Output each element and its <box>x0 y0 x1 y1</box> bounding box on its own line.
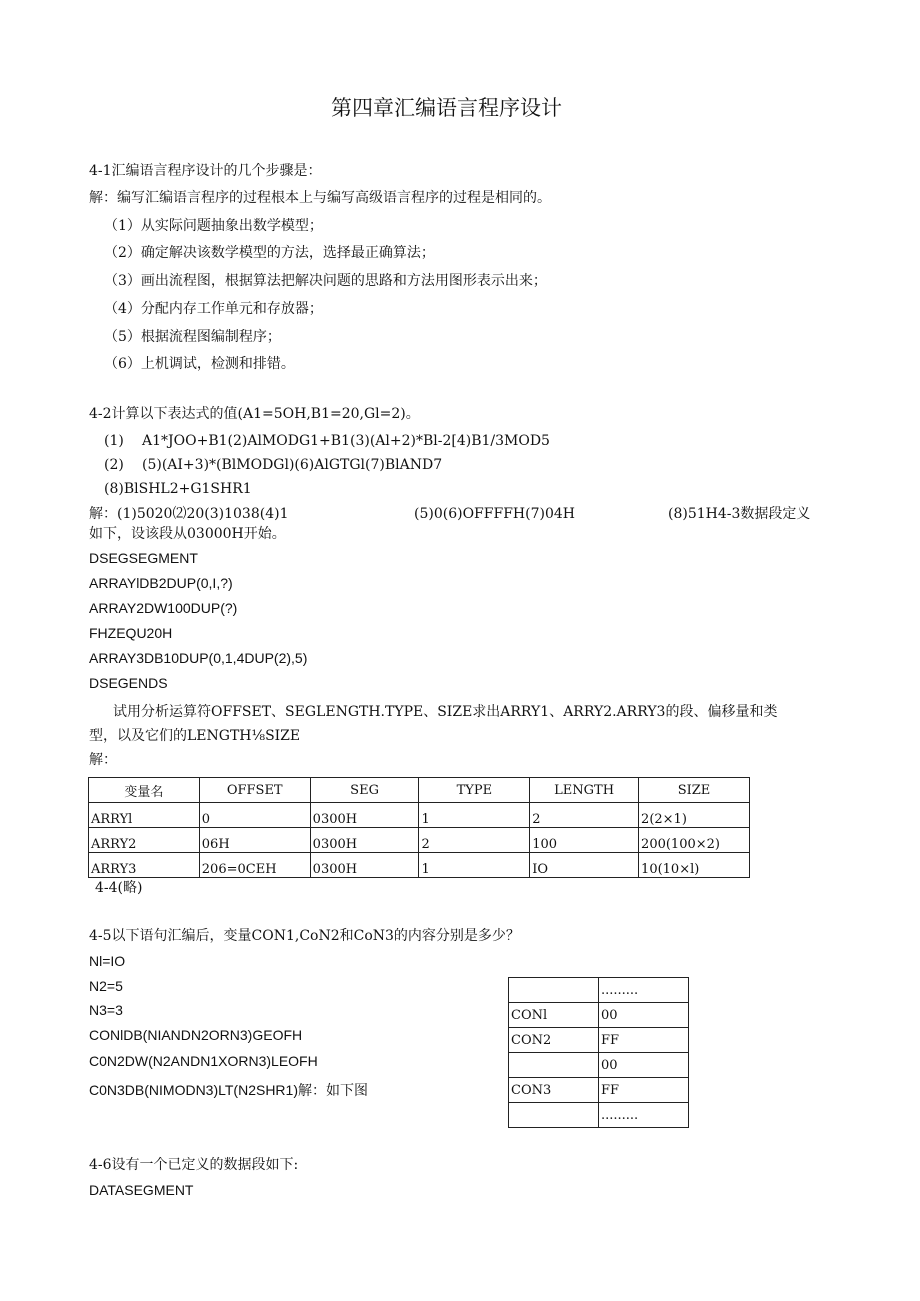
q43-code-line: ARRAYlDB2DUP(0,I,?) <box>89 575 233 591</box>
table-cell: 200(100×2) <box>639 828 750 853</box>
table-row <box>89 853 750 878</box>
q42-line2-expr: (5)(AI+3)*(BlMODGl)(6)AlGTGl(7)BlAND7 <box>142 457 443 473</box>
memory-value: FF <box>599 1078 689 1103</box>
table-cell: 1 <box>419 803 530 828</box>
q41-step: （5）根据流程图编制程序； <box>104 329 281 345</box>
q43-code-line: ARRAY3DB10DUP(0,1,4DUP(2),5) <box>89 650 308 666</box>
q45-code-line: CONlDB(NIANDN2ORN3)GEOFH <box>89 1027 303 1043</box>
q42-line1-expr: A1*JOO+B1(2)AlMODG1+B1(3)(Al+2)*Bl-2[4)B1/3MOD5 <box>142 433 550 449</box>
table-cell: 0300H <box>310 828 419 853</box>
q41-answer-intro: 解：编写汇编语言程序的过程根本上与编写高级语言程序的过程是相同的。 <box>89 190 551 206</box>
table-cell: 0300H <box>310 853 419 878</box>
table-header-cell: SEG <box>310 778 419 803</box>
memory-label <box>509 1103 599 1128</box>
memory-value: ......... <box>599 978 689 1003</box>
table-header-cell: OFFSET <box>199 778 310 803</box>
memory-label: CON3 <box>509 1078 599 1103</box>
table-cell: 2 <box>419 828 530 853</box>
q45-heading: 4-5以下语句汇编后，变量CON1,CoN2和CoN3的内容分别是多少？ <box>89 928 520 944</box>
table-row <box>89 803 750 828</box>
table-cell: 2 <box>530 803 639 828</box>
q42-answer-b: (5)0(6)OFFFFH(7)04H <box>414 506 575 522</box>
table-header-cell: 变量名 <box>89 778 200 803</box>
q41-step: （6）上机调试，检测和排错。 <box>104 356 295 372</box>
memory-label: CON2 <box>509 1028 599 1053</box>
table-cell: 06H <box>199 828 310 853</box>
q43-question-line2: 型，以及它们的LENGTH⅛SIZE <box>89 728 301 744</box>
table-cell: IO <box>530 853 639 878</box>
q41-heading: 4-1汇编语言程序设计的几个步骤是： <box>89 163 322 179</box>
table-cell: 10(10×l) <box>639 853 750 878</box>
table-cell: 1 <box>419 853 530 878</box>
table-cell: 206=0CEH <box>199 853 310 878</box>
table-cell: 100 <box>530 828 639 853</box>
memory-row <box>509 1028 689 1053</box>
q43-code-line: DSEGENDS <box>89 675 168 691</box>
table-cell: 2(2×1) <box>639 803 750 828</box>
memory-row <box>509 1003 689 1028</box>
q41-step: （2）确定解决该数学模型的方法，选择最正确算法； <box>104 245 435 261</box>
q42-line2-num: (2) <box>104 457 124 473</box>
q43-question-line1: 试用分析运算符OFFSET、SEGLENGTH.TYPE、SIZE求出ARRY1、ARRY2.ARRY3的段、偏移量和类 <box>113 704 778 720</box>
table-cell: ARRY2 <box>89 828 200 853</box>
q42-answer-c: (8)51H4-3数据段定义 <box>668 506 811 522</box>
q43-result-table <box>88 777 750 878</box>
table-header-cell: TYPE <box>419 778 530 803</box>
q42-answer-cont: 如下，设该段从03000H开始。 <box>89 526 286 542</box>
memory-value: 00 <box>599 1003 689 1028</box>
table-cell: 0 <box>199 803 310 828</box>
memory-value: 00 <box>599 1053 689 1078</box>
table-header-row <box>89 778 750 803</box>
q43-code-line: ARRAY2DW100DUP(?) <box>89 600 238 616</box>
memory-row <box>509 1078 689 1103</box>
table-header-cell: LENGTH <box>530 778 639 803</box>
q43-code-line: FHZEQU20H <box>89 625 173 641</box>
q45-code-line: Nl=IO <box>89 953 126 969</box>
q43-code-line: DSEGSEGMENT <box>89 550 198 566</box>
table-cell: 0300H <box>310 803 419 828</box>
q45-code-line: N3=3 <box>89 1002 123 1018</box>
table-header-cell: SIZE <box>639 778 750 803</box>
memory-label <box>509 1053 599 1078</box>
memory-value: FF <box>599 1028 689 1053</box>
memory-row <box>509 1103 689 1128</box>
q45-code-line: N2=5 <box>89 978 123 994</box>
q42-line3: (8)BlSHL2+G1SHR1 <box>104 481 252 497</box>
q41-step: （3）画出流程图，根据算法把解决问题的思路和方法用图形表示出来； <box>104 273 547 289</box>
table-cell: ARRY3 <box>89 853 200 878</box>
memory-layout-table <box>508 977 689 1128</box>
q45-code-line: C0N3DB(NIMODN3)LT(N2SHR1)解：如下图 <box>89 1082 368 1098</box>
q42-answer-a: 解：(1)5020⑵20(3)1038(4)1 <box>89 506 289 522</box>
table-row <box>89 828 750 853</box>
q41-step: （4）分配内存工作单元和存放器； <box>104 301 323 317</box>
q45-code-line: C0N2DW(N2ANDN1XORN3)LEOFH <box>89 1053 318 1069</box>
q42-line1-num: (1) <box>104 433 124 449</box>
memory-label: CONl <box>509 1003 599 1028</box>
memory-value: ......... <box>599 1103 689 1128</box>
q46-heading: 4-6设有一个已定义的数据段如下: <box>89 1157 299 1173</box>
q44-text: 4-4(略) <box>95 880 143 896</box>
q46-code-line: DATASEGMENT <box>89 1182 194 1198</box>
q43-answer-label: 解： <box>89 752 117 768</box>
memory-row <box>509 978 689 1003</box>
memory-row <box>509 1053 689 1078</box>
table-cell: ARRYl <box>89 803 200 828</box>
q41-step: （1）从实际问题抽象出数学模型； <box>104 218 323 234</box>
memory-label <box>509 978 599 1003</box>
page-title: 第四章汇编语言程序设计 <box>331 96 562 120</box>
q42-heading: 4-2计算以下表达式的值(A1=5OH,B1=20,Gl=2)。 <box>89 406 420 422</box>
